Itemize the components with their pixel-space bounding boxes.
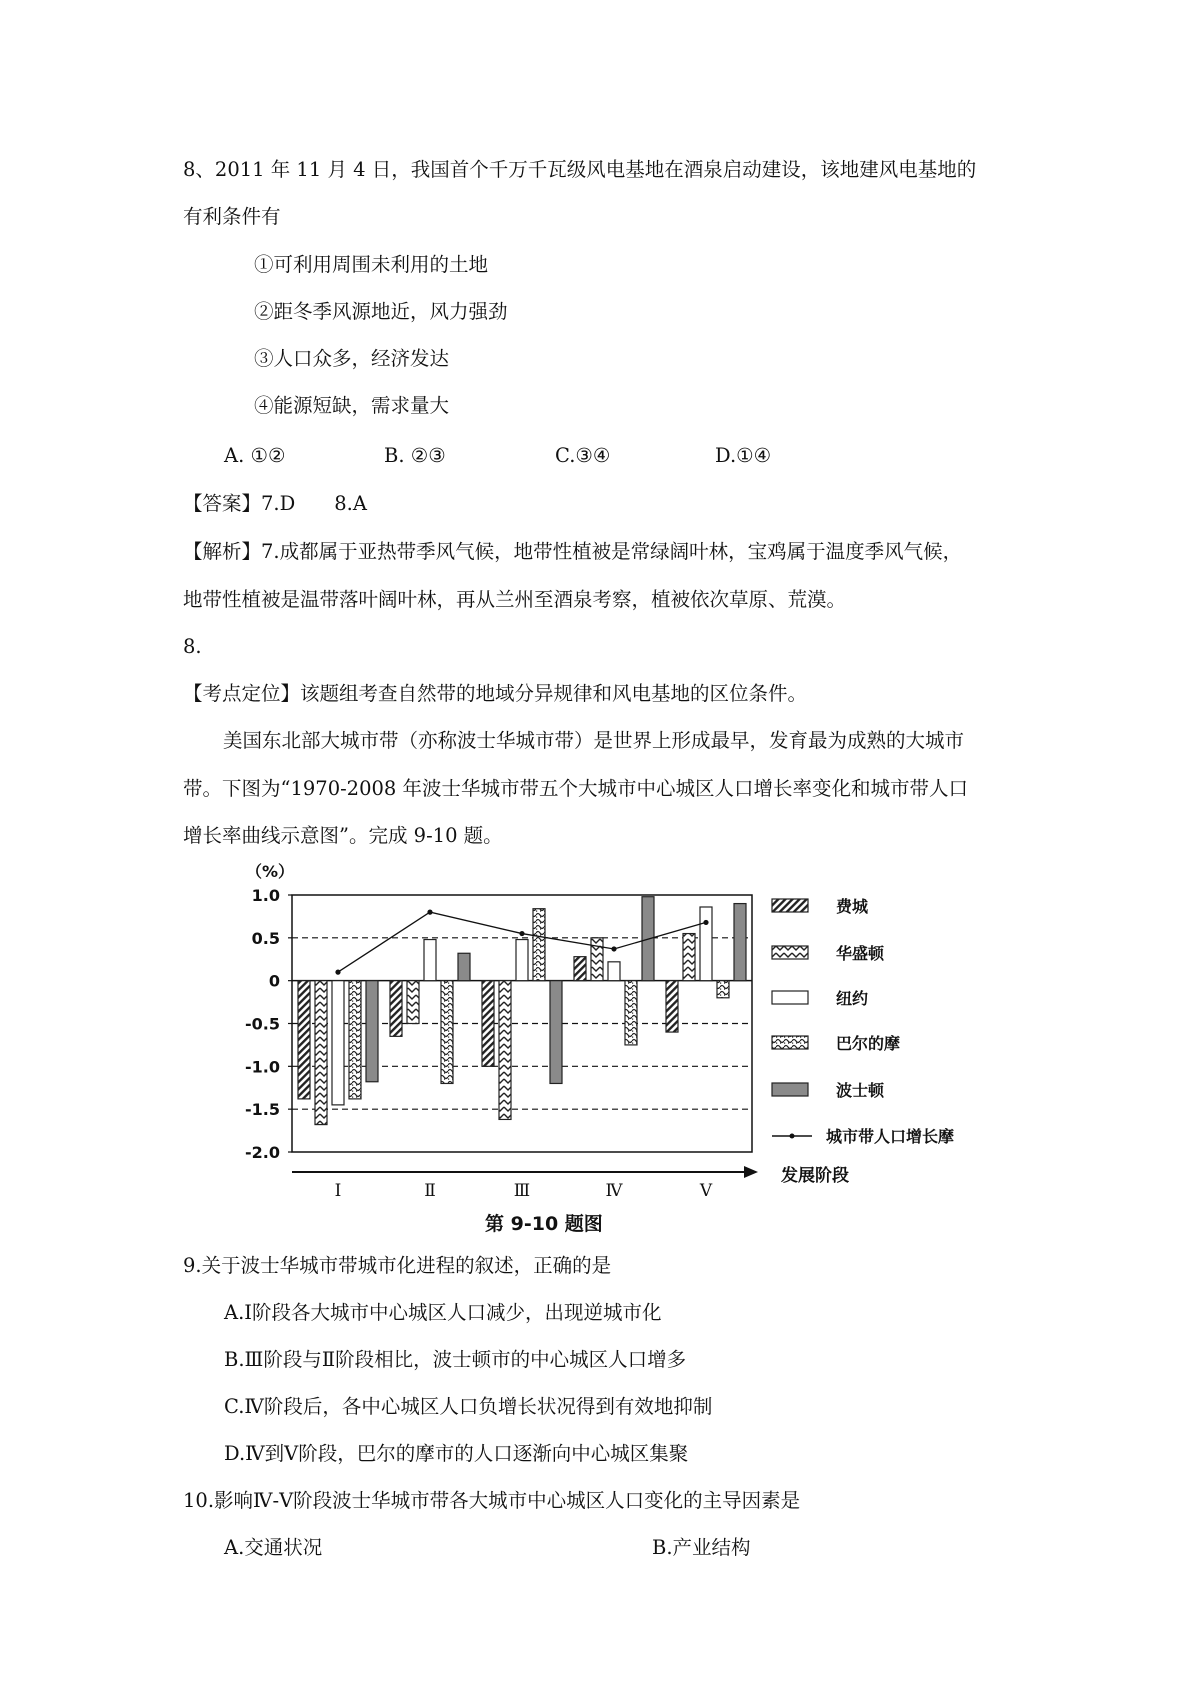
legend-swatch-gray	[772, 1083, 808, 1096]
y-tick-label: -2.0	[245, 1143, 280, 1162]
y-tick-label: -1.0	[245, 1057, 280, 1077]
bar-diag	[574, 957, 586, 981]
q8-item-1: ①可利用周围未利用的土地	[254, 253, 489, 276]
legend-label: 城市带人口增长摩	[826, 1127, 955, 1146]
legend-label: 华盛顿	[836, 944, 885, 963]
legend-line-point	[790, 1134, 795, 1139]
q9-option-c: C.Ⅳ阶段后，各中心城区人口负增长状况得到有效地抑制	[224, 1395, 713, 1418]
legend-swatch-wave	[772, 1036, 808, 1049]
q8-item-2: ②距冬季风源地近，风力强劲	[254, 300, 508, 323]
urban-belt-growth-point	[427, 910, 432, 915]
bar-wave	[349, 981, 361, 1099]
x-tick-label: Ⅳ	[605, 1181, 623, 1201]
bar-zigzag	[499, 981, 511, 1120]
legend-swatch-zigzag	[772, 946, 808, 959]
bar-white	[424, 940, 436, 981]
q8-item-3: ③人口众多，经济发达	[254, 347, 450, 370]
analysis-line1: 【解析】7.成都属于亚热带季风气候，地带性植被是常绿阔叶林，宝鸡属于温度季风气候，	[183, 540, 963, 563]
bar-white	[332, 981, 344, 1105]
answer-line: 【答案】7.D 8.A	[183, 492, 367, 515]
x-axis-arrow-head	[744, 1166, 758, 1178]
q9-option-a: A.Ⅰ阶段各大城市中心城区人口减少，出现逆城市化	[224, 1301, 662, 1324]
q8-stem-line1: 8、2011 年 11 月 4 日，我国首个千万千瓦级风电基地在酒泉启动建设，该地建风电基地的	[183, 158, 977, 181]
q8-stem-line2: 有利条件有	[183, 205, 281, 228]
bar-zigzag	[591, 938, 603, 981]
y-unit-label: （%）	[246, 862, 295, 881]
intro-line3: 增长率曲线示意图”。完成 9-10 题。	[183, 824, 503, 847]
bar-gray	[734, 904, 746, 981]
bar-zigzag	[407, 981, 419, 1024]
x-tick-label: Ⅰ	[334, 1181, 342, 1201]
kaodian-line: 【考点定位】该题组考查自然带的地域分异规律和风电基地的区位条件。	[183, 682, 808, 705]
bar-white	[516, 940, 528, 981]
analysis-line2: 地带性植被是温带落叶阔叶林，再从兰州至酒泉考察，植被依次草原、荒漠。	[183, 588, 847, 611]
q8-item-4: ④能源短缺，需求量大	[254, 394, 450, 417]
bar-wave	[533, 909, 545, 981]
urban-belt-growth-point	[703, 920, 708, 925]
bar-diag	[666, 981, 678, 1032]
bar-zigzag	[683, 934, 695, 981]
urban-belt-growth-point	[519, 931, 524, 936]
urban-belt-growth-point	[611, 946, 616, 951]
q8-option-b: B. ②③	[384, 444, 446, 467]
intro-line2: 带。下图为“1970-2008 年波士华城市带五个大城市中心城区人口增长率变化和城市带人口	[183, 777, 969, 800]
legend-label: 波士顿	[836, 1081, 885, 1100]
q9-option-d: D.Ⅳ到Ⅴ阶段，巴尔的摩市的人口逐渐向中心城区集聚	[224, 1442, 689, 1465]
bar-gray	[550, 981, 562, 1084]
urban-belt-growth-point	[335, 970, 340, 975]
legend-label: 巴尔的摩	[836, 1034, 901, 1053]
intro-line1: 美国东北部大城市带（亦称波士华城市带）是世界上形成最早，发育最为成熟的大城市	[223, 729, 965, 752]
q10-option-a: A.交通状况	[224, 1536, 323, 1559]
x-tick-label: Ⅲ	[513, 1181, 531, 1201]
bar-diag	[298, 981, 310, 1099]
q8-option-a: A. ①②	[224, 444, 286, 467]
q8-option-c: C.③④	[555, 444, 611, 467]
q10-stem: 10.影响Ⅳ-Ⅴ阶段波士华城市带各大城市中心城区人口变化的主导因素是	[183, 1489, 801, 1512]
y-tick-label: -1.5	[245, 1100, 280, 1120]
y-tick-label: 1.0	[251, 886, 280, 905]
legend-swatch-diag	[772, 899, 808, 912]
bar-wave	[717, 981, 729, 998]
y-tick-label: -0.5	[245, 1014, 280, 1034]
q9-option-b: B.Ⅲ阶段与Ⅱ阶段相比，波士顿市的中心城区人口增多	[224, 1348, 687, 1371]
bar-wave	[441, 981, 453, 1084]
bar-wave	[625, 981, 637, 1045]
bar-white	[700, 907, 712, 981]
q8-option-d: D.①④	[715, 444, 772, 467]
bar-white	[608, 962, 620, 981]
y-tick-label: 0.5	[251, 928, 280, 948]
analysis-line3: 8.	[183, 635, 202, 658]
x-tick-label: Ⅱ	[424, 1181, 436, 1201]
legend-swatch-white	[772, 991, 808, 1004]
chart-title: 第 9-10 题图	[485, 1213, 603, 1235]
bar-gray	[366, 981, 378, 1082]
bar-zigzag	[315, 981, 327, 1125]
x-tick-label: Ⅴ	[699, 1181, 713, 1201]
legend-label: 费城	[836, 897, 869, 916]
x-axis-label: 发展阶段	[781, 1166, 849, 1186]
q10-option-b: B.产业结构	[652, 1536, 751, 1559]
bar-diag	[482, 981, 494, 1067]
q9-stem: 9.关于波士华城市带城市化进程的叙述，正确的是	[183, 1254, 612, 1277]
bar-gray	[458, 953, 470, 980]
bar-diag	[390, 981, 402, 1037]
y-tick-label: 0	[268, 971, 280, 991]
legend-label: 纽约	[836, 989, 869, 1008]
